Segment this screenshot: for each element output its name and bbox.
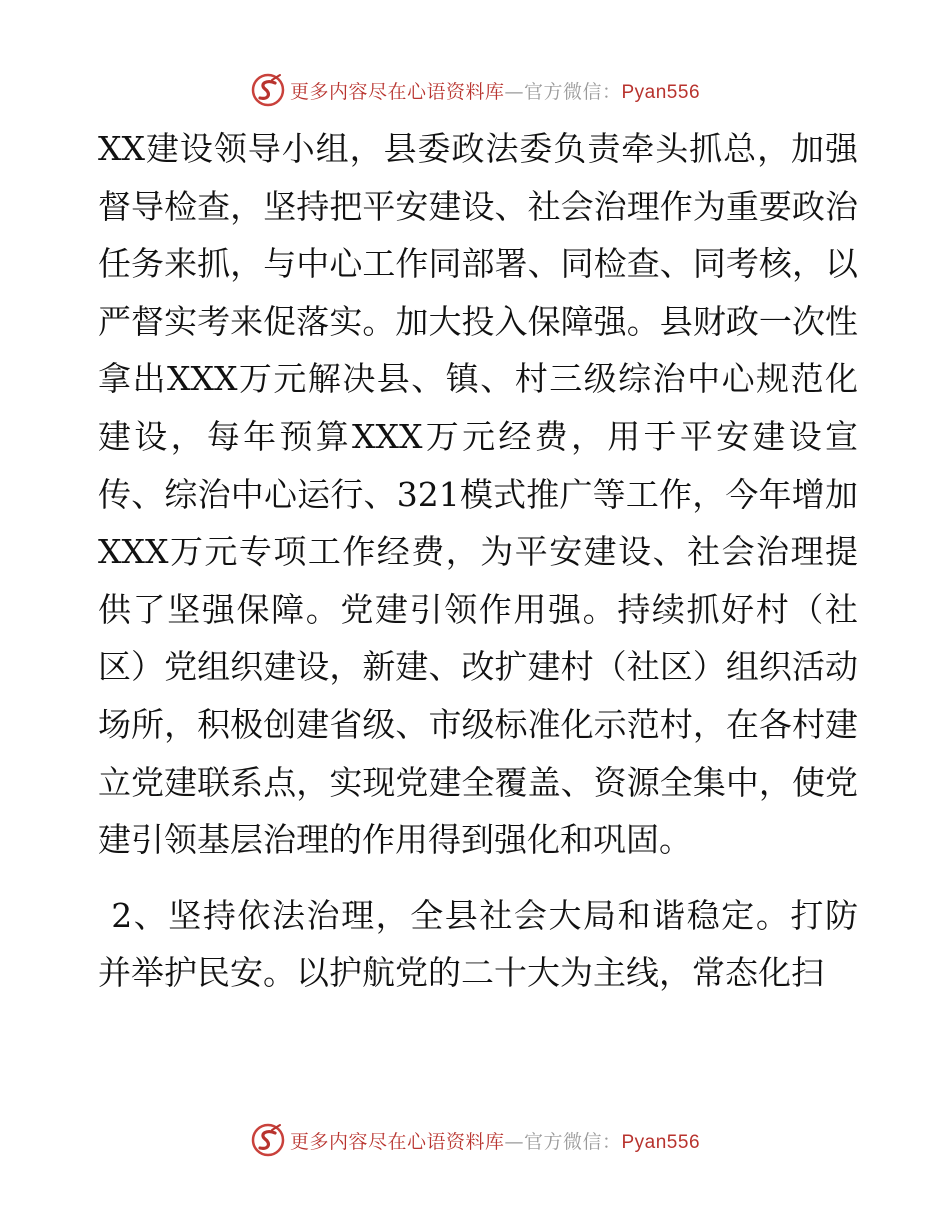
paragraph-1: XX建设领导小组，县委政法委负责牵头抓总，加强督导检查，坚持把平安建设、社会治理作为重要政治任务来抓，与中心工作同部署、同检查、同考核，以严督实考来促落实。加大投入保障强。县财政一次性拿出XXX万元解决县、镇、村三级综治中心规范化建设，每年预算XXX万元经费，用于平安建设宣传、综治中心运行、321模式推广等工作，今年增加XXX万元专项工作经费，为平安建设、社会治理提供了坚强保障。党建引领作用强。持续抓好村（社区）党组织建设，新建、改扩建村（社区）组织活动场所，积极创建省级、市级标准化示范村，在各村建立党建联系点，实现党建全覆盖、资源全集中，使党建引领基层治理的作用得到强化和巩固。 [98,129,858,860]
paragraph-2: 2、坚持依法治理，全县社会大局和谐稳定。打防并举护民安。以护航党的二十大为主线，常态化扫 [98,895,858,993]
watermark-site-text: 更多内容尽在心语资料库 [289,1130,505,1153]
watermark-dash: — [504,80,524,103]
header-watermark [0,70,950,110]
stylized-s-logo-icon [250,72,286,108]
watermark-wechat-id: Pyan556 [621,1131,701,1153]
watermark-text [290,77,700,104]
watermark-site-text: 更多内容尽在心语资料库 [289,80,505,103]
watermark-official-label: 官方微信： [523,1130,622,1153]
watermark-wechat-id: Pyan556 [621,81,701,103]
stylized-s-logo-icon [250,1122,286,1158]
watermark-text [290,1127,700,1154]
document-body [98,120,858,1002]
footer-watermark [0,1120,950,1160]
watermark-official-label: 官方微信： [523,80,622,103]
watermark-dash: — [504,1130,524,1153]
